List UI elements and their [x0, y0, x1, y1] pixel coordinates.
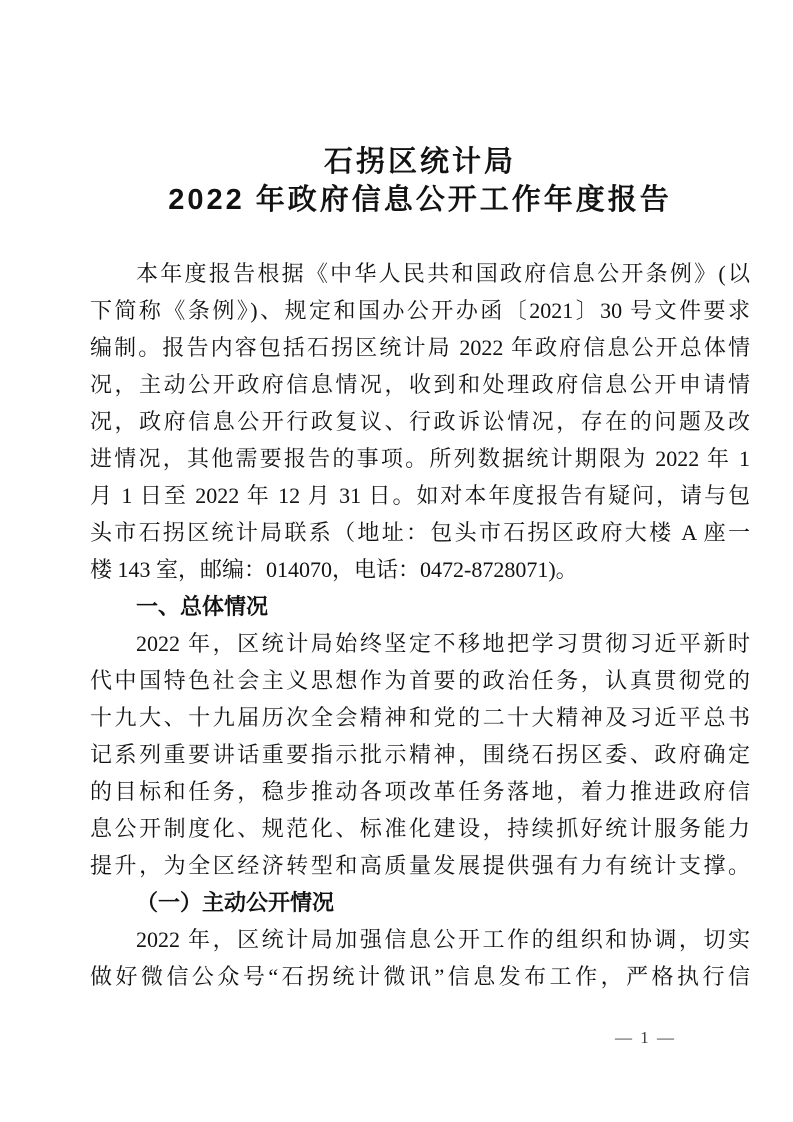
body-line: 十九大、十九届历次全会精神和党的二十大精神及习近平总书: [90, 705, 750, 730]
body-line: 息公开制度化、规范化、标准化建设，持续抓好统计服务能力: [90, 816, 750, 841]
title-line-2: 2022 年政府信息公开工作年度报告: [168, 184, 672, 216]
body-line: 编制。报告内容包括石拐区统计局 2022 年政府信息公开总体情: [90, 335, 750, 360]
body-line: 的目标和任务，稳步推动各项改革任务落地，着力推进政府信: [90, 779, 750, 804]
body-line: 2022 年，区统计局加强信息公开工作的组织和协调，切实: [136, 927, 750, 952]
title-line-1: 石拐区统计局: [323, 146, 516, 178]
body-line: 头市石拐区统计局联系（地址：包头市石拐区政府大楼 A 座一: [90, 520, 750, 545]
body-line: 记系列重要讲话重要指示批示精神，围绕石拐区委、政府确定: [90, 742, 750, 767]
body-line: 本年度报告根据《中华人民共和国政府信息公开条例》(以: [136, 261, 750, 286]
page-number: — 1 —: [615, 1028, 676, 1047]
body-line: 况，政府信息公开行政复议、行政诉讼情况，存在的问题及改: [90, 409, 750, 434]
section-heading-overall-situation: 一、总体情况: [136, 594, 269, 619]
body-line: 做好微信公众号“石拐统计微讯”信息发布工作，严格执行信: [90, 964, 750, 989]
intro-paragraph: [90, 255, 750, 588]
body-line: 提升，为全区经济转型和高质量发展提供强有力有统计支撑。: [90, 853, 750, 878]
subsection1-paragraph: [90, 921, 750, 995]
body-line: 月 1 日至 2022 年 12 月 31 日。如对本年度报告有疑问，请与包: [90, 483, 750, 508]
body-line: 2022 年，区统计局始终坚定不移地把学习贯彻习近平新时: [136, 631, 750, 656]
document-body: [90, 255, 750, 995]
section1-paragraph: [90, 625, 750, 884]
body-line: 进情况，其他需要报告的事项。所列数据统计期限为 2022 年 1: [90, 446, 750, 471]
document-title: [90, 143, 750, 219]
subsection-heading-proactive-disclosure: （一）主动公开情况: [136, 890, 335, 915]
body-line: 代中国特色社会主义思想作为首要的政治任务，认真贯彻党的: [90, 668, 750, 693]
body-line: 下简称《条例》)、规定和国办公开办函〔2021〕30 号文件要求: [90, 298, 750, 323]
body-line: 况，主动公开政府信息情况，收到和处理政府信息公开申请情: [90, 372, 750, 397]
body-line: 楼 143 室，邮编：014070，电话：0472-8728071)。: [90, 557, 578, 582]
